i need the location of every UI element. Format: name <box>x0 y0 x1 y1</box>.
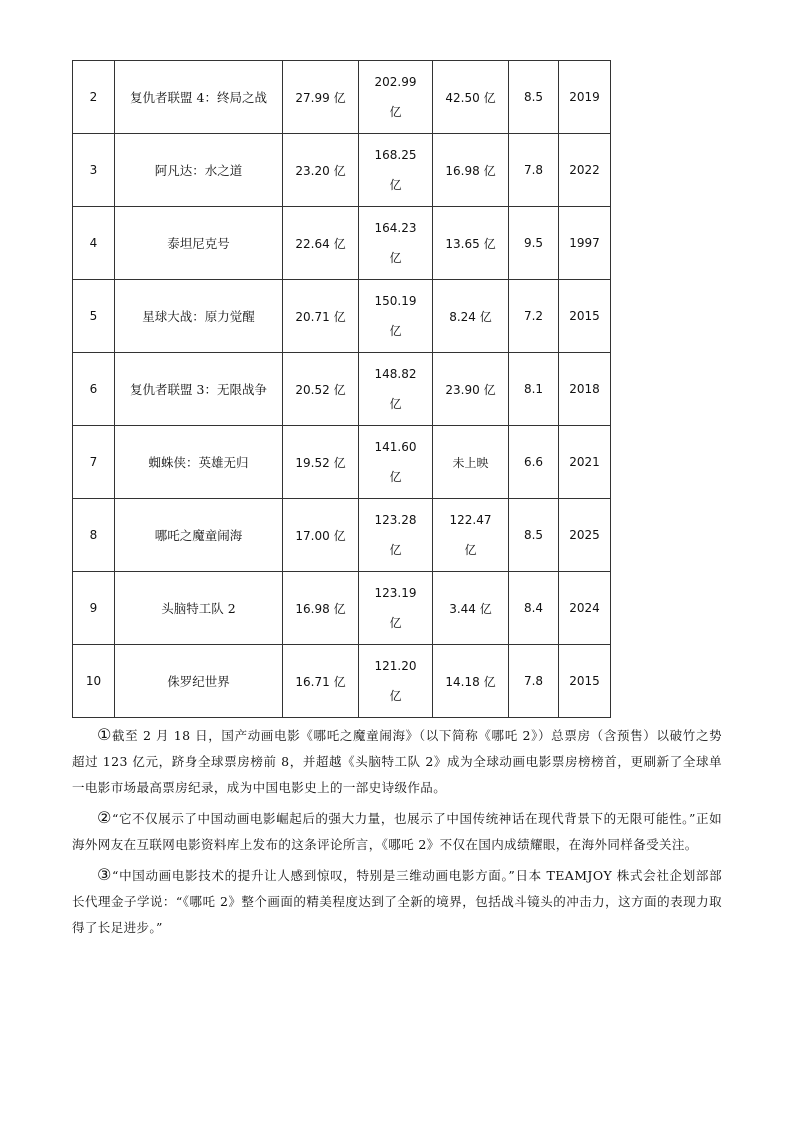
table-row <box>73 499 611 572</box>
year-cell <box>559 499 611 572</box>
total-value: 202.99 <box>374 75 417 89</box>
table-row <box>73 207 611 280</box>
rank-value: 10 <box>85 674 102 688</box>
year-value: 2018 <box>569 382 600 396</box>
title-cell <box>115 499 283 572</box>
year-value: 2025 <box>569 528 600 542</box>
china-value: 8.24 亿 <box>449 309 492 324</box>
score-cell <box>509 426 559 499</box>
china-value: 3.44 亿 <box>449 601 492 616</box>
opening-cell <box>283 499 359 572</box>
rank-cell <box>73 499 115 572</box>
opening-value: 16.98 亿 <box>295 601 346 616</box>
movie-title: 泰坦尼克号 <box>167 236 230 251</box>
paragraph-text: 截至 2 月 18 日，国产动画电影《哪吒之魔童闹海》（以下简称《哪吒 2》）总票房（含预售）以破竹之势超过 123 亿元，跻身全球票房榜前 8，并超越《头脑特工队 2》成为全球动画电影票房榜榜首，更刷新了全球单一电影市场最高票房纪录，成为中国电影史上的一部史诗级作品。 <box>72 728 723 795</box>
rank-cell <box>73 61 115 134</box>
score-cell <box>509 645 559 718</box>
article-paragraphs <box>72 722 722 945</box>
total-unit: 亿 <box>389 397 402 411</box>
china-value: 16.98 亿 <box>445 163 496 178</box>
year-cell <box>559 645 611 718</box>
rank-value: 2 <box>89 90 98 104</box>
title-cell <box>115 207 283 280</box>
china-value: 42.50 亿 <box>445 90 496 105</box>
movie-title: 阿凡达：水之道 <box>154 163 243 178</box>
movie-title: 侏罗纪世界 <box>167 674 230 689</box>
china-cell <box>433 61 509 134</box>
total-unit: 亿 <box>389 689 402 703</box>
paragraph-number: ③ <box>97 865 113 884</box>
year-value: 2021 <box>569 455 600 469</box>
china-value: 未上映 <box>452 455 489 470</box>
movie-title: 头脑特工队 2 <box>161 601 236 616</box>
year-cell <box>559 280 611 353</box>
title-cell <box>115 61 283 134</box>
title-cell <box>115 426 283 499</box>
movie-title: 复仇者联盟 4：终局之战 <box>130 90 267 105</box>
score-value: 7.8 <box>523 163 544 177</box>
opening-cell <box>283 645 359 718</box>
score-cell <box>509 280 559 353</box>
total-unit: 亿 <box>389 324 402 338</box>
china-value: 13.65 亿 <box>445 236 496 251</box>
china-cell <box>433 499 509 572</box>
china-cell <box>433 645 509 718</box>
rank-value: 3 <box>89 163 98 177</box>
china-value: 122.47 <box>449 513 492 527</box>
score-value: 7.2 <box>523 309 544 323</box>
score-cell <box>509 572 559 645</box>
movie-title: 星球大战：原力觉醒 <box>142 309 255 324</box>
opening-cell <box>283 134 359 207</box>
score-value: 8.4 <box>523 601 544 615</box>
total-value: 164.23 <box>374 221 417 235</box>
total-cell <box>359 207 433 280</box>
china-cell <box>433 207 509 280</box>
rank-value: 9 <box>89 601 98 615</box>
total-unit: 亿 <box>389 616 402 630</box>
paragraph-number: ② <box>97 808 112 827</box>
total-cell <box>359 134 433 207</box>
china-unit: 亿 <box>464 543 477 557</box>
opening-cell <box>283 426 359 499</box>
table-row <box>73 61 611 134</box>
title-cell <box>115 353 283 426</box>
score-cell <box>509 353 559 426</box>
year-cell <box>559 353 611 426</box>
paragraph <box>72 862 722 941</box>
opening-cell <box>283 207 359 280</box>
year-value: 2022 <box>569 163 600 177</box>
score-cell <box>509 499 559 572</box>
score-value: 8.1 <box>523 382 544 396</box>
opening-value: 17.00 亿 <box>295 528 346 543</box>
rank-cell <box>73 207 115 280</box>
total-unit: 亿 <box>389 178 402 192</box>
china-cell <box>433 572 509 645</box>
opening-cell <box>283 61 359 134</box>
rank-cell <box>73 426 115 499</box>
score-cell <box>509 207 559 280</box>
paragraph-text: “中国动画电影技术的提升让人感到惊叹，特别是三维动画电影方面。”日本 TEAMJOY 株式会社企划部部长代理金子学说：“《哪吒 2》整个画面的精美程度达到了全新的境界，包括战斗镜头的冲击力，这方面的表现力取得了长足进步。” <box>72 868 722 935</box>
china-value: 14.18 亿 <box>445 674 496 689</box>
year-value: 1997 <box>569 236 600 250</box>
rank-cell <box>73 645 115 718</box>
rank-cell <box>73 353 115 426</box>
total-value: 141.60 <box>374 440 417 454</box>
title-cell <box>115 280 283 353</box>
rank-value: 5 <box>89 309 98 323</box>
year-cell <box>559 426 611 499</box>
opening-value: 20.71 亿 <box>295 309 346 324</box>
paragraph <box>72 805 722 858</box>
score-cell <box>509 134 559 207</box>
movie-title: 哪吒之魔童闹海 <box>154 528 243 543</box>
opening-value: 22.64 亿 <box>295 236 346 251</box>
china-cell <box>433 280 509 353</box>
table-row <box>73 134 611 207</box>
table-row <box>73 280 611 353</box>
china-cell <box>433 426 509 499</box>
total-unit: 亿 <box>389 251 402 265</box>
opening-value: 20.52 亿 <box>295 382 346 397</box>
title-cell <box>115 645 283 718</box>
total-value: 123.28 <box>374 513 417 527</box>
total-unit: 亿 <box>389 543 402 557</box>
year-cell <box>559 572 611 645</box>
china-cell <box>433 353 509 426</box>
year-value: 2015 <box>569 309 600 323</box>
box-office-table <box>72 60 611 718</box>
score-value: 6.6 <box>523 455 544 469</box>
paragraph-text: “它不仅展示了中国动画电影崛起后的强大力量，也展示了中国传统神话在现代背景下的无限可能性。”正如海外网友在互联网电影资料库上发布的这条评论所言，《哪吒 2》不仅在国内成绩耀眼，在海外同样备受关注。 <box>72 811 723 852</box>
opening-value: 23.20 亿 <box>295 163 346 178</box>
opening-value: 19.52 亿 <box>295 455 346 470</box>
total-cell <box>359 353 433 426</box>
total-value: 150.19 <box>374 294 417 308</box>
china-value: 23.90 亿 <box>445 382 496 397</box>
year-cell <box>559 134 611 207</box>
paragraph <box>72 722 722 801</box>
total-cell <box>359 426 433 499</box>
total-unit: 亿 <box>389 105 402 119</box>
year-value: 2019 <box>569 90 600 104</box>
rank-value: 8 <box>89 528 98 542</box>
china-cell <box>433 134 509 207</box>
paragraph-number: ① <box>97 725 113 744</box>
movie-title: 蜘蛛侠：英雄无归 <box>148 455 249 470</box>
total-cell <box>359 61 433 134</box>
score-value: 8.5 <box>523 90 544 104</box>
opening-value: 27.99 亿 <box>295 90 346 105</box>
rank-cell <box>73 134 115 207</box>
total-unit: 亿 <box>389 470 402 484</box>
rank-cell <box>73 280 115 353</box>
total-cell <box>359 280 433 353</box>
movie-title: 复仇者联盟 3：无限战争 <box>130 382 267 397</box>
total-value: 121.20 <box>374 659 417 673</box>
title-cell <box>115 572 283 645</box>
year-cell <box>559 207 611 280</box>
opening-cell <box>283 280 359 353</box>
year-value: 2015 <box>569 674 600 688</box>
score-cell <box>509 61 559 134</box>
total-value: 148.82 <box>374 367 417 381</box>
table-row <box>73 572 611 645</box>
total-cell <box>359 499 433 572</box>
opening-cell <box>283 353 359 426</box>
year-value: 2024 <box>569 601 600 615</box>
table-body <box>73 61 611 718</box>
year-cell <box>559 61 611 134</box>
score-value: 9.5 <box>523 236 544 250</box>
total-cell <box>359 645 433 718</box>
table-row <box>73 353 611 426</box>
title-cell <box>115 134 283 207</box>
rank-value: 7 <box>89 455 98 469</box>
rank-cell <box>73 572 115 645</box>
table-row <box>73 426 611 499</box>
total-value: 168.25 <box>374 148 417 162</box>
score-value: 7.8 <box>523 674 544 688</box>
table-row <box>73 645 611 718</box>
rank-value: 6 <box>89 382 98 396</box>
total-value: 123.19 <box>374 586 417 600</box>
rank-value: 4 <box>89 236 98 250</box>
total-cell <box>359 572 433 645</box>
score-value: 8.5 <box>523 528 544 542</box>
opening-value: 16.71 亿 <box>295 674 346 689</box>
opening-cell <box>283 572 359 645</box>
